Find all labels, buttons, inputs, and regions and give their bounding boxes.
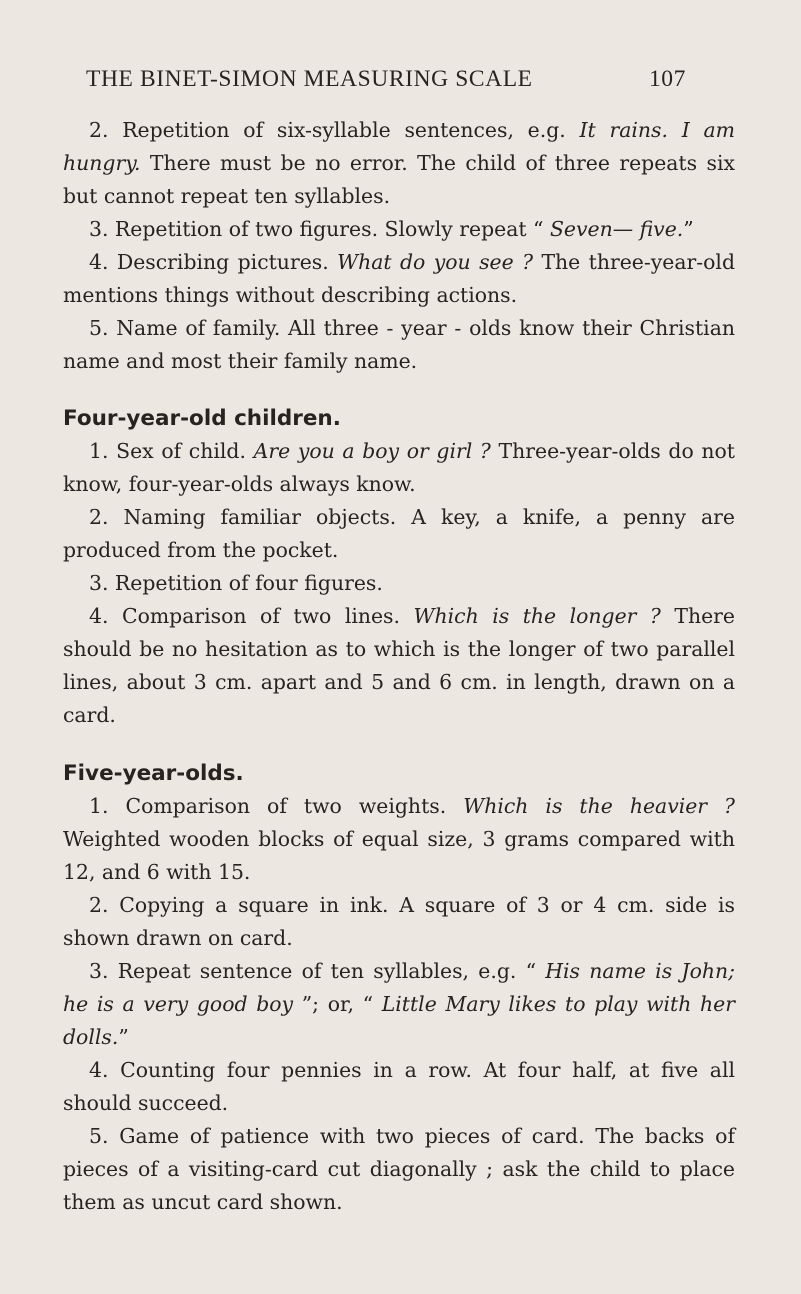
italic-example: Little Mary likes to play with her dolls. (63, 992, 735, 1049)
paragraph (63, 312, 735, 378)
text-run: There should be no hesitation as to which is the longer of two parallel lines, about 3 cm. apart and 5 and 6 cm. in length, drawn on a card. (63, 604, 735, 727)
text-run: 4. Describing pictures. (89, 250, 338, 274)
running-head (86, 66, 686, 93)
paragraph (63, 955, 735, 1054)
text-run: 4. Comparison of two lines. (89, 604, 414, 628)
text-run: 3. Repetition of two figures. Slowly repeat “ (89, 217, 550, 241)
paragraph (63, 600, 735, 732)
paragraph (63, 501, 735, 567)
italic-question: Which is the heavier ? (463, 794, 735, 818)
italic-question: Which is the longer ? (413, 604, 661, 628)
paragraph (63, 114, 735, 213)
text-run: 5. Game of patience with two pieces of card. The backs of pieces of a visiting-card cut diagonally ; ask the child to place them as uncut card shown. (63, 1124, 735, 1214)
text-run: 3. Repeat sentence of ten syllables, e.g. “ (89, 959, 546, 983)
text-run: The three-year-old mentions things without describing actions. (63, 250, 735, 307)
paragraph (63, 246, 735, 312)
paragraph (63, 435, 735, 501)
text-run: 2. Naming familiar objects. A key, a knife, a penny are produced from the pocket. (63, 505, 735, 562)
paragraph (63, 567, 735, 600)
italic-question: Are you a boy or girl ? (253, 439, 491, 463)
text-run: ” (118, 1025, 129, 1049)
text-run: 3. Repetition of four figures. (89, 571, 383, 595)
text-run: 1. Sex of child. (89, 439, 254, 463)
text-run: 5. Name of family. All three - year - olds know their Christian name and most their family name. (63, 316, 735, 373)
page-number: 107 (648, 66, 686, 92)
text-run: ” (683, 217, 694, 241)
italic-question: What do you see ? (337, 250, 534, 274)
section-heading-four-year-olds: Four-year-old children. (63, 406, 341, 431)
paragraph (63, 213, 735, 246)
text-run: 1. Comparison of two weights. (89, 794, 464, 818)
page-body (63, 114, 735, 1219)
text-run: 4. Counting four pennies in a row. At four half, at five all should succeed. (63, 1058, 735, 1115)
text-run: 2. Repetition of six-syllable sentences, e.g. (89, 118, 580, 142)
running-title: THE BINET-SIMON MEASURING SCALE (86, 66, 533, 92)
text-run: ”; or, “ (293, 992, 382, 1016)
text-run: Three-year-olds do not know, four-year-olds always know. (63, 439, 735, 496)
italic-example: His name is John; he is a very good boy (63, 959, 735, 1016)
text-run: Weighted wooden blocks of equal size, 3 grams compared with 12, and 6 with 15. (63, 827, 735, 884)
italic-example: Seven— five. (549, 217, 684, 241)
paragraph (63, 1054, 735, 1120)
paragraph (63, 889, 735, 955)
text-run: 2. Copying a square in ink. A square of 3 or 4 cm. side is shown drawn on card. (63, 893, 735, 950)
paragraph (63, 790, 735, 889)
paragraph (63, 1120, 735, 1219)
italic-example: It rains. I am hungry. (63, 118, 735, 175)
text-run: There must be no error. The child of three repeats six but cannot repeat ten syllables. (63, 151, 735, 208)
section-heading-five-year-olds: Five-year-olds. (63, 761, 244, 786)
